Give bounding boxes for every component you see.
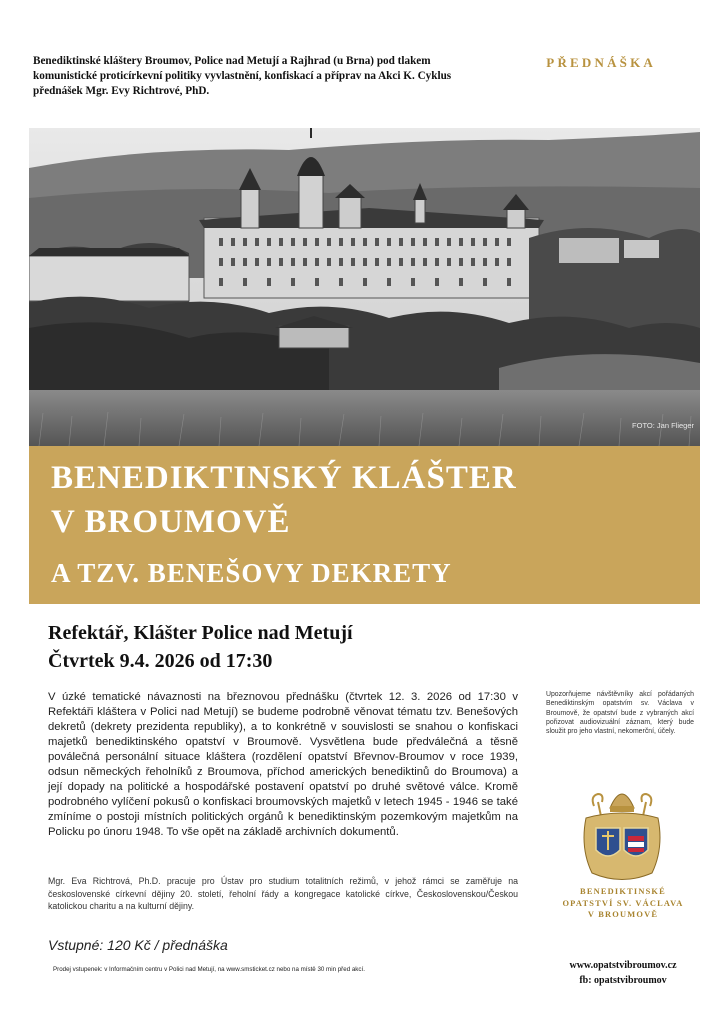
organization-name-line-3: V BROUMOVĚ: [587, 910, 659, 919]
title-line-3: A TZV. BENEŠOVY DEKRETY: [51, 558, 452, 588]
photo-credit: FOTO: Jan Flieger: [632, 421, 694, 430]
recording-notice: Upozorňujeme návštěvníky akcí pořádaných Benediktinským opatstvím sv. Václava v Broumově, že opatství bude z vybraných akcí pořizovat audiovizuální záznam, který bude sloužit pro jeho vlastní, nekomerční, účely.: [546, 691, 694, 736]
title-band: [29, 446, 700, 604]
entry-price: Vstupné: 120 Kč / přednáška: [48, 937, 228, 953]
ticket-info: Prodej vstupenek: v Informačním centru v Polici nad Metují, na www.smsticket.cz nebo na místě 30 min před akcí.: [53, 966, 365, 973]
lecture-description: V úzké tematické návaznosti na březnovou přednášku (čtvrtek 12. 3. 2026 od 17:30 v Refektáři kláštera v Polici nad Metují) se budeme podrobně věnovat tématu tzv. Benešových dekretů (dekrety prezidenta republiky), a to konkrétně v souvislosti se snahou o konfiskaci majetků benediktinského opatství v Broumově. Vysvětlena bude předválečná a těsně poválečná personální situace kláštera (rozdělení opatství Břevnov-Broumov v roce 1939, odsun německých řeholníků z Broumova, příchod amerických benediktinů do Broumova) a její dopady na politické a hospodářské postavení opatství po druhé světové válce. Kromě podrobného vylíčení pokusů o konfiskaci broumovských majetků v letech 1945 - 1946 se také zmíníme o postoji místních politických orgánů k benediktinským pozemkovým majetkům na Policku po únoru 1948. To vše opět na základě archivních dokumentů.: [48, 691, 518, 838]
event-datetime: Čtvrtek 9.4. 2026 od 17:30: [48, 650, 273, 672]
organization-name: [548, 886, 698, 921]
organization-name-line-1: BENEDIKTINSKÉ: [580, 887, 666, 896]
facebook-link[interactable]: fb: opatstvibroumov: [579, 975, 667, 986]
speaker-bio: Mgr. Eva Richtrová, Ph.D. pracuje pro Ústav pro studium totalitních režimů, v jehož rámci se zaměřuje na československé církevní dějiny 20. století, řeholní řády a kongregace katolické církve, Československou/Českou katolickou charitu a na kulturní dějiny.: [48, 876, 518, 911]
monastery-photo: [29, 128, 700, 446]
category-label: PŘEDNÁŠKA: [546, 55, 656, 70]
title-line-2: V BROUMOVĚ: [51, 504, 291, 540]
abbey-crest-icon: [572, 778, 672, 888]
monastery-illustration: [29, 128, 700, 446]
organization-name-line-2: OPATSTVÍ SV. VÁCLAVA: [562, 898, 684, 908]
event-venue: Refektář, Klášter Police nad Metují: [48, 622, 353, 644]
website-link[interactable]: www.opatstvibroumov.cz: [569, 960, 677, 971]
title-line-1: BENEDIKTINSKÝ KLÁŠTER: [51, 460, 517, 496]
intro-text: Benediktinské kláštery Broumov, Police nad Metují a Rajhrad (u Brna) pod tlakem komunistické proticírkevní politiky vyvlastnění, konfiskací a příprav na Akci K. Cyklus přednášek Mgr. Evy Richtrové, PhD.: [33, 55, 452, 97]
